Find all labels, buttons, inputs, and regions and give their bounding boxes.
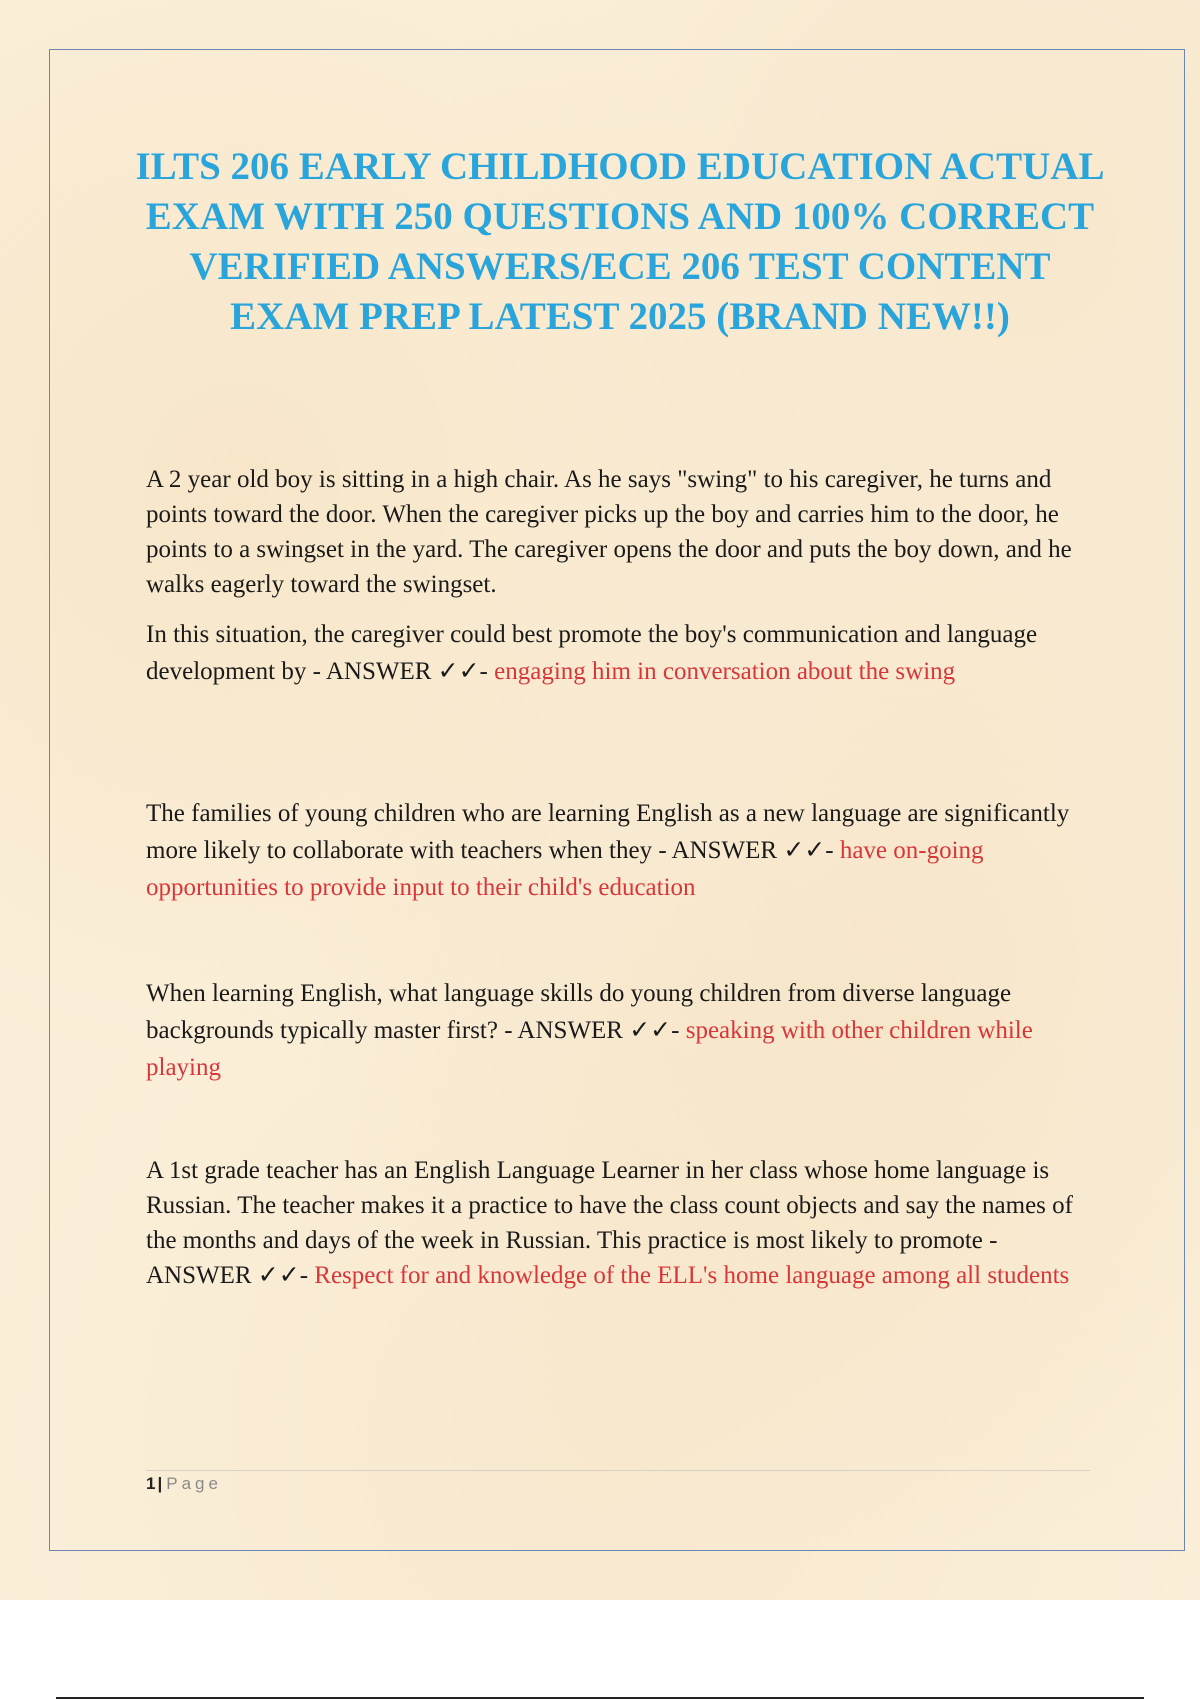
question-stem [146, 616, 1096, 690]
document-title: ILTS 206 EARLY CHILDHOOD EDUCATION ACTUAL EXAM WITH 250 QUESTIONS AND 100% CORRECT VERIFIED ANSWERS/ECE 206 TEST CONTENT EXAM PREP LATEST 2025 (BRAND NEW!!) [135, 145, 1105, 338]
question-text: The families of young children who are learning English as a new language are significantly more likely to collaborate with teachers when they [146, 800, 1070, 864]
question-3 [146, 975, 1096, 1086]
question-2 [146, 795, 1096, 906]
question-1 [146, 462, 1096, 690]
question-stem [146, 795, 1096, 906]
question-text: When learning English, what language skills do young children from diverse language backgrounds typically master first? [146, 980, 1012, 1044]
footer-divider [146, 1470, 1090, 1471]
answer-text: have on-going opportunities to provide input to their child's education [146, 837, 984, 901]
answer-marker: - ANSWER ✓✓- [146, 1227, 998, 1289]
question-4 [146, 1153, 1096, 1293]
question-stem [146, 975, 1096, 1086]
answer-marker: - ANSWER ✓✓- [658, 837, 834, 864]
page-label: Page [166, 1474, 222, 1493]
answer-marker: - ANSWER ✓✓- [312, 658, 488, 685]
answer-text: speaking with other children while playing [146, 1017, 1033, 1081]
question-stem [146, 1153, 1096, 1293]
page-footer [146, 1474, 222, 1494]
answer-text: engaging him in conversation about the swing [494, 658, 956, 685]
bottom-divider [56, 1697, 1144, 1699]
question-text: In this situation, the caregiver could best promote the boy's communication and language development by [146, 621, 1038, 685]
answer-marker: - ANSWER ✓✓- [504, 1017, 680, 1044]
page-number: 1 [146, 1474, 156, 1493]
question-text: A 1st grade teacher has an English Language Learner in her class whose home language is Russian. The teacher makes it a practice to have the class count objects and say the names of the months and days of the week in Russian. This practice is most likely to promote [146, 1157, 1073, 1254]
page-separator: | [157, 1474, 163, 1493]
answer-text: Respect for and knowledge of the ELL's home language among all students [314, 1262, 1070, 1289]
question-scenario: A 2 year old boy is sitting in a high chair. As he says "swing" to his caregiver, he turns and points toward the door. When the caregiver picks up the boy and carries him to the door, he points to a swingset in the yard. The caregiver opens the door and puts the boy down, and he walks eagerly toward the swingset. [146, 466, 1072, 598]
